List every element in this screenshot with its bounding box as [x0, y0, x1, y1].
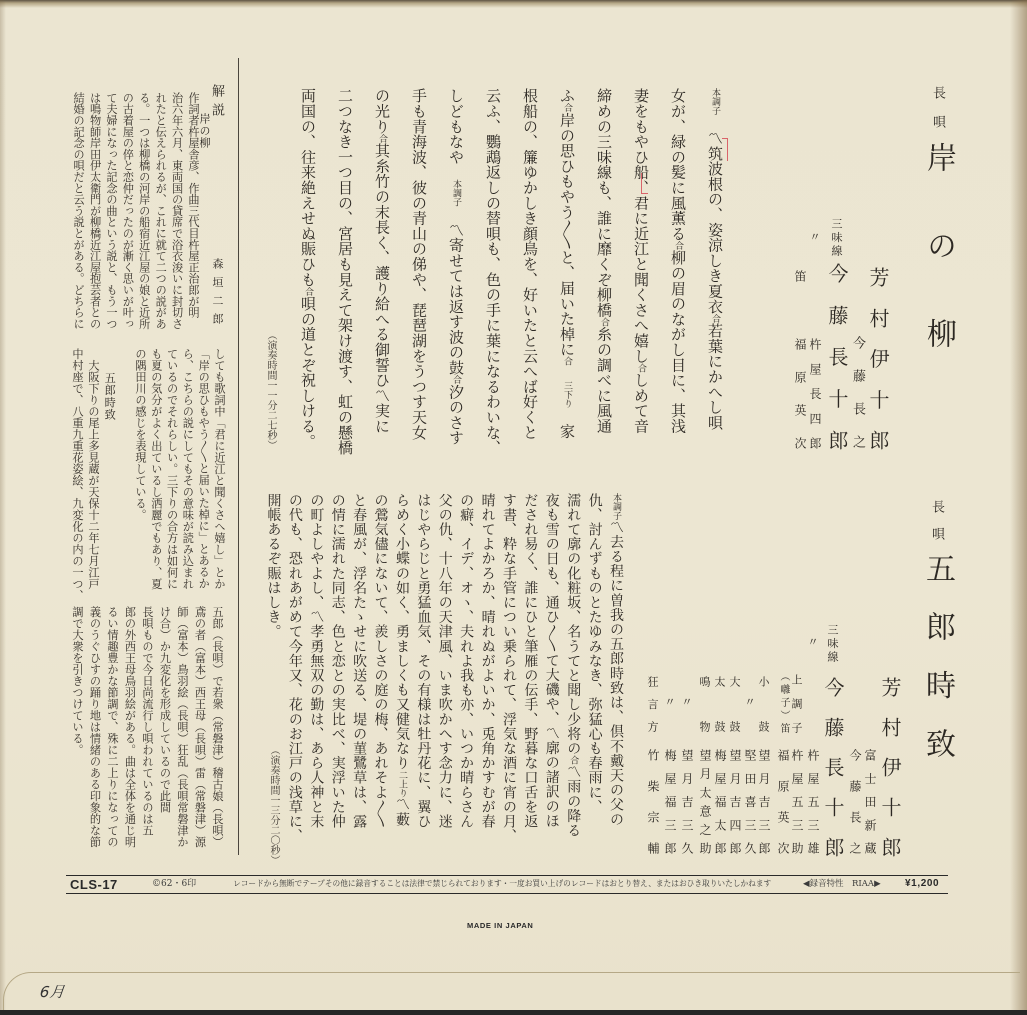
text-column: ら、こちらの説にしてもその意味が読み込まれ	[181, 348, 195, 590]
text-column: るい情趣豊かな節調で、殊に二上りになっての	[106, 606, 119, 848]
fue-player-name: 福原英次	[776, 749, 790, 854]
text-column: る。一つは柳橋の河岸の船宿近江屋の娘と近所	[137, 92, 151, 330]
text-column: 師（富本）鳥羽絵（長唄）狂乱（長唄常磐津か	[176, 606, 189, 848]
fue-player-name: 福原英次	[793, 338, 807, 449]
text-column: ているのでそれらしい。三下りの合方は如何に	[165, 348, 179, 590]
ditto-mark: 〃	[743, 696, 756, 707]
text-column: だされ易く、誰にひと筆雁の伝手、野暮な口舌を返	[522, 493, 539, 829]
text-column: も夏の気分がよく出ているし洒麗でもあり、夏	[149, 348, 163, 590]
text-column: 夜も雪の日も、通ひ〳〵て大磯や、〽廓の諸訳のほ	[543, 493, 560, 829]
text-column: 長唄もので今日尚流行し唄われているのは五	[141, 606, 154, 836]
uwajoshi-label: 上調子	[790, 674, 803, 733]
text-column: 手も青海波、彼の青山の俤や、琵琶湖をうつす天女	[410, 88, 428, 440]
lead-vocalist-name: 芳村伊十郎	[866, 267, 890, 450]
performance-cue: 合	[599, 317, 609, 327]
taiko-label: 太鼓	[713, 676, 726, 732]
text-column: 五郎（長唄）で若衆（常磐津）稽古娘（長唄）	[211, 606, 224, 848]
commentary-section-goro-tokimune	[69, 348, 101, 603]
fue-label: 笛	[793, 270, 807, 282]
song-genre-label: 長唄	[929, 500, 944, 540]
sleeve-flap-edge	[3, 972, 1020, 1015]
text-column: の隅田川の感じを表現している。	[134, 348, 148, 521]
narimono-label: 鳴物	[698, 676, 711, 732]
narimono-player-name: 望月吉三久	[680, 749, 694, 854]
column-divider	[238, 58, 239, 855]
text-column: 開帳あるぞ賑はしき。	[265, 493, 282, 639]
hayashi-fue-label: （囃子）笛	[778, 671, 789, 733]
text-column: 治六年六月、東両国の貸席で浴衣浚いに封切さ	[170, 92, 184, 330]
text-column: 父の仇、十八年の天津風、いま吹かへす念力に、迷	[436, 493, 453, 829]
vocalist-name: 今藤長之	[848, 749, 862, 854]
text-column: は鳴物師岸田伊太衛門が柳橋近江屋抱芸者との	[88, 92, 102, 330]
performance-cue: 二上り	[396, 770, 407, 798]
commentary-section-kishi-no-yanagi-cont	[132, 348, 227, 603]
ditto-mark: 〃	[806, 636, 819, 647]
vocalist-name: 今藤長之	[850, 336, 865, 448]
commentary-section-kishi-no-yanagi	[70, 92, 201, 342]
text-column: 郎の外西王母鳥羽絵がある。曲は全体を通じ明	[123, 606, 137, 848]
performance-cue: 合	[377, 133, 387, 143]
text-column: 大阪下りの尾上多見蔵が天保十二年七月江戸	[87, 348, 100, 590]
text-column: の古着屋の倅と恋仲だったのが漸く思いが叶っ	[121, 92, 135, 330]
text-column: 妻をもやひ船、君に近江と聞くさへ嬉し合しめて音	[632, 88, 650, 434]
text-column: しどもなや 本調子 〽寄せては返す波の鼓合汐のさす	[447, 88, 465, 446]
text-column: 仇、討んずものとたゆみなき、弥猛心も春雨に、	[586, 493, 603, 815]
shamisen-player-name: 杵屋五三雄	[806, 749, 820, 854]
song-title: 五郎時致	[920, 553, 955, 758]
date-code: ©62・6印	[152, 879, 197, 889]
footer-rule-top	[66, 875, 948, 876]
text-column: 晴れてよかろか、晴れぬがよいか、兎角かすむが春	[479, 493, 496, 829]
performance-cue: 合	[636, 363, 646, 373]
lead-vocalist-name: 芳村伊十郎	[878, 677, 902, 857]
text-column: と春風が、浮名たゝせに吹送る、堤の菫鷺草は、露	[351, 493, 368, 829]
text-column: 根船の、簾ゆかしき顔鳥を、好いたと云へば好くと	[521, 88, 539, 440]
performance-cue: 合	[451, 375, 461, 385]
lyrics-goro-tokimune	[262, 493, 626, 855]
footer-rule-bottom	[66, 893, 948, 894]
duration-note: （演奏時間一一分二七秒）	[265, 330, 276, 450]
song-title: 岸の柳	[921, 142, 956, 348]
text-column: しても歌詞中「君に近江と聞くさへ嬉し」とか	[213, 348, 226, 590]
text-column: 中村座で、八重九重花姿絵、九変化の内の一つ、	[71, 348, 84, 601]
performance-cue: 合	[568, 755, 579, 765]
text-column: け合）か九変化を形成しているので此間	[158, 606, 172, 813]
catalog-number: CLS-17	[70, 877, 118, 892]
commentary-subheading: 五郎時致	[103, 372, 117, 421]
commentary-heading: 解説	[209, 84, 224, 116]
red-pencil-mark	[641, 173, 648, 194]
text-column: らめく小蝶の如く、勇ましくも又健気なり二上り〽藪	[393, 493, 410, 827]
price: ¥1,200	[905, 878, 940, 889]
copyright-notice: レコードから無断でテープその他に録音することは法律で禁じられております・一度お買い上げのレコードはおとり替え、またはおひき取りいたしかねます	[233, 879, 772, 888]
otsuzumi-label: 大鼓	[728, 676, 741, 732]
song-genre-label: 長唄	[930, 86, 945, 128]
uwajoshi-player-name: 杵屋五三助	[790, 749, 804, 854]
duration-note: （演奏時間一三分二〇秒）	[268, 745, 279, 865]
otsuzumi-player-name: 望月吉四郎	[728, 749, 742, 854]
kotsuzumi-player-name: 望月吉三郎	[757, 749, 771, 854]
narimono-player-name: 梅屋福三郎	[663, 749, 677, 854]
text-column: 義のうぐひすの踊り地は情緒のある印象的な節	[88, 606, 102, 848]
kotsuzumi-player-name: 堅田喜三久	[743, 749, 757, 854]
text-column: 本調子〽去る程に曽我の五郎時致は、倶不戴天の父の	[608, 493, 624, 827]
shamisen-player-name: 杵屋長四郎	[808, 338, 822, 449]
shamisen-label: 三味線	[830, 218, 843, 256]
scan-edge	[0, 1010, 1027, 1015]
performance-cue: 合	[562, 103, 572, 113]
ditto-mark: 〃	[680, 696, 693, 707]
text-column: 本調子 〽筑波根の、姿涼しき夏衣合若葉にかへし唄	[706, 88, 724, 431]
performance-cue: 本調子	[611, 493, 621, 520]
ditto-mark: 〃	[808, 231, 821, 242]
text-column: の癖、イデ、オヽ、夫れよ我も亦、いつか晴らさん	[458, 493, 475, 829]
ditto-mark: 〃	[663, 696, 676, 707]
text-column: 云ふ、鸚鵡返しの替唄も、色の手に葉になるわいな、	[484, 88, 502, 456]
text-column: 濡れて廓の化粧坂、名うてと聞し少将の合〽雨の降る	[565, 493, 582, 838]
text-column: 作詞者杵屋舎彦、作曲三代目杵屋正治郎が明	[187, 92, 200, 318]
text-column: の光り合其糸竹の末長く、護り給へる御誓ひ〽実に	[373, 88, 391, 434]
text-column: 結婚の記念の唄だと云う説とがある。どちらに	[72, 92, 86, 330]
red-pencil-mark	[722, 138, 728, 161]
made-in-japan: MADE IN JAPAN	[467, 921, 534, 930]
text-column: の代も、恐れあがめて今年又、花のお江戸の浅草に、	[286, 493, 303, 844]
text-column: 調で大衆を引きつけている。	[71, 606, 84, 756]
text-column: れたと伝えられるが、これに就て二つの説があ	[154, 92, 168, 330]
performance-cue: 合	[710, 313, 720, 323]
text-column: す書、粋な手管につい乗られて、浮気な酒に宵の月、	[500, 493, 517, 844]
text-column: ふ合岸の思ひもやう〳〵と、届いた棹に合 三下り 家	[558, 88, 576, 439]
text-column: 「岸の思ひもやう〳〵と届いた棹に」とあるか	[197, 348, 211, 590]
shamisen-player-name: 今藤長十郎	[825, 263, 849, 450]
vocalist-name: 富士田新蔵	[863, 749, 877, 854]
performance-cue: 合	[673, 241, 683, 250]
text-column: の鶯気儘にないて、羨しさの庭の梅、あれそよ〳〵	[372, 493, 389, 829]
commentary-author: 森垣二郎	[211, 258, 224, 324]
shamisen-label: 三味線	[826, 624, 839, 662]
taiko-player-name: 梅屋福太郎	[713, 749, 727, 854]
text-column: 両国の、往来絶えせぬ賑ひも合唄の道とぞ祝しける。	[299, 88, 317, 449]
performance-cue: 三下り	[562, 381, 572, 409]
kotsuzumi-label: 小鼓	[757, 676, 770, 732]
text-column: の情に濡れた同志、色と恋との実比べ、実浮いた仲	[329, 493, 346, 829]
kyogen-kata-name: 竹柴宗輔	[646, 749, 660, 854]
performance-cue: 本調子	[451, 179, 461, 207]
commentary-section-goro-tokimune-cont	[69, 606, 227, 856]
text-column: 二つなき一つ目の、宮居も見えて架け渡す、虹の懸橋	[336, 88, 354, 456]
text-column: はじやらじと勇猛血気、その有様は牡丹花に、翼ひ	[415, 493, 432, 829]
shamisen-player-name: 今藤長十郎	[821, 677, 845, 857]
text-column: て夫婦になった記念の曲という説と、もう一つ	[104, 92, 118, 330]
performance-cue: 合	[562, 356, 572, 366]
performance-cue: 本調子	[710, 88, 720, 115]
text-column: の町よしやよし、〽孝勇無双の勤は、あら人神と末	[308, 493, 325, 829]
narimono-player-name: 望月太意之助	[698, 749, 712, 854]
text-column: 締めの三味線も、誰に靡くぞ柳橋合糸の調べに風通	[595, 88, 613, 434]
lyrics-kishi-no-yanagi	[289, 88, 733, 456]
performance-cue: 合	[303, 286, 313, 296]
recording-characteristic: ◀録音特性 RIAA▶	[803, 879, 881, 889]
commentary-subheading: 岸の柳	[198, 113, 211, 149]
handwritten-note: 6月	[39, 983, 66, 1001]
kyogen-kata-label: 狂言方	[646, 676, 659, 732]
text-column: 女が、緑の髪に風薫る合柳の眉のながし目に、其浅	[669, 88, 687, 434]
text-column: 鳶の者（富本）西王母（長唄）雷（常磐津）源	[193, 606, 207, 848]
